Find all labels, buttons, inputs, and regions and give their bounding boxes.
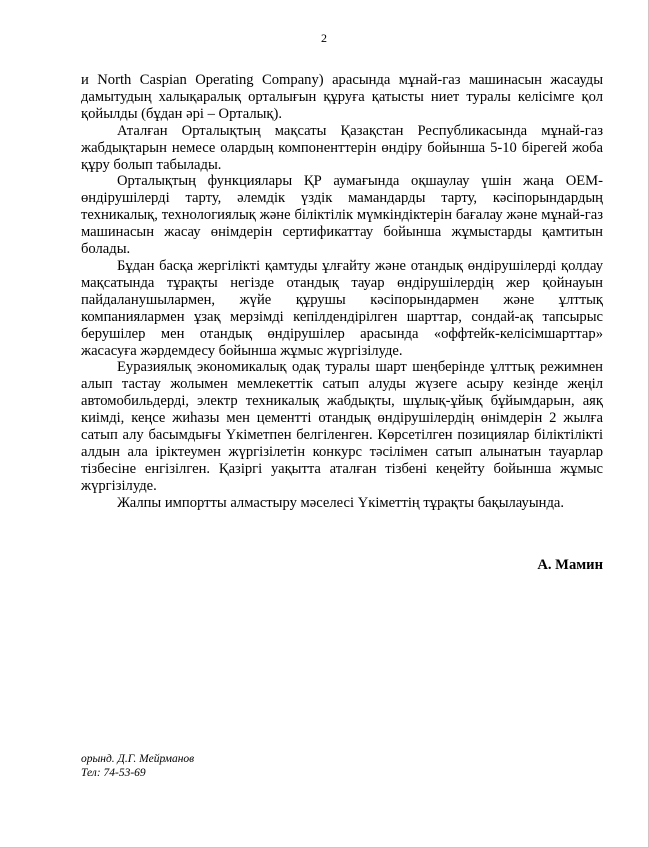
executor-name: орынд. Д.Г. Мейрманов [81, 753, 195, 765]
paragraph-4: Бұдан басқа жергілікті қамтуды ұлғайту және отандық өндірушілерді қолдау мақсатында тұрақты негізде отандық тауар өндірушілердің жер қойнауын пайдаланушылармен, жүйе құрушы кәсіпорындармен және ұлттық компаниялармен ұзақ мерзімді кепілдендірілген шарттар, сондай-ақ тапсырыс берушілер мен отандық өндірушілер арасында «оффтейк-келісімшарттар» жасасуға жәрдемдесу бойынша жұмыс жүргізілуде. [81, 257, 603, 359]
paragraph-3: Орталықтың функциялары ҚР аумағында оқшаулау үшін жаңа ОЕМ-өндірушілерді тарту, әлемдік үздік мамандарды тарту, кәсіпорындардың техникалық, технологиялық және біліктілік мүмкіндіктерін бағалау және мұнай-газ машинасын жасау өнімдерін сертификаттау бойынша жұмыстарды қамтитын болады. [81, 173, 603, 258]
paragraph-2: Аталған Орталықтың мақсаты Қазақстан Республикасында мұнай-газ жабдықтарын немесе олардың компоненттерін өндіру бойынша 5-10 бірегей жоба құру болып табылады. [81, 122, 603, 173]
paragraph-1: и North Caspian Operating Company) арасында мұнай-газ машинасын жасауды дамытудың халықаралық орталығын құруға қатысты ниет туралы келісімге қол қойылды (бұдан әрі – Орталық). [81, 72, 603, 122]
letter-body [81, 72, 603, 512]
executor-phone: Тел: 74-53-69 [81, 767, 146, 779]
page-number: 2 [321, 31, 327, 45]
paragraph-5: Еуразиялық экономикалық одақ туралы шарт шеңберінде ұлттық режимнен алып тастау жолымен мемлекеттік сатып алуды жүзеге асыру кезінде жеңіл автомобильдерді, электр техникалық жабдықты, шұлық-ұйық бұйымдарын, аяқ киімді, кеңсе жиһазы мен цементті отандық өндірушілердің өнімдерін 2 жылға сатып алу басымдығы Үкіметпен белгіленген. Көрсетілген позициялар біліктілікті алдын ала іріктеумен жүргізілетін конкурс тәсілімен сатып алынатын тауарлар тізбесіне енгізілген. Қазіргі уақытта аталған тізбені кеңейту бойынша жұмыс жүргізілуде. [81, 359, 603, 494]
paragraph-6: Жалпы импортты алмастыру мәселесі Үкіметтің тұрақты бақылауында. [117, 494, 565, 511]
signature: А. Мамин [537, 557, 603, 573]
executor-footer [81, 752, 194, 780]
